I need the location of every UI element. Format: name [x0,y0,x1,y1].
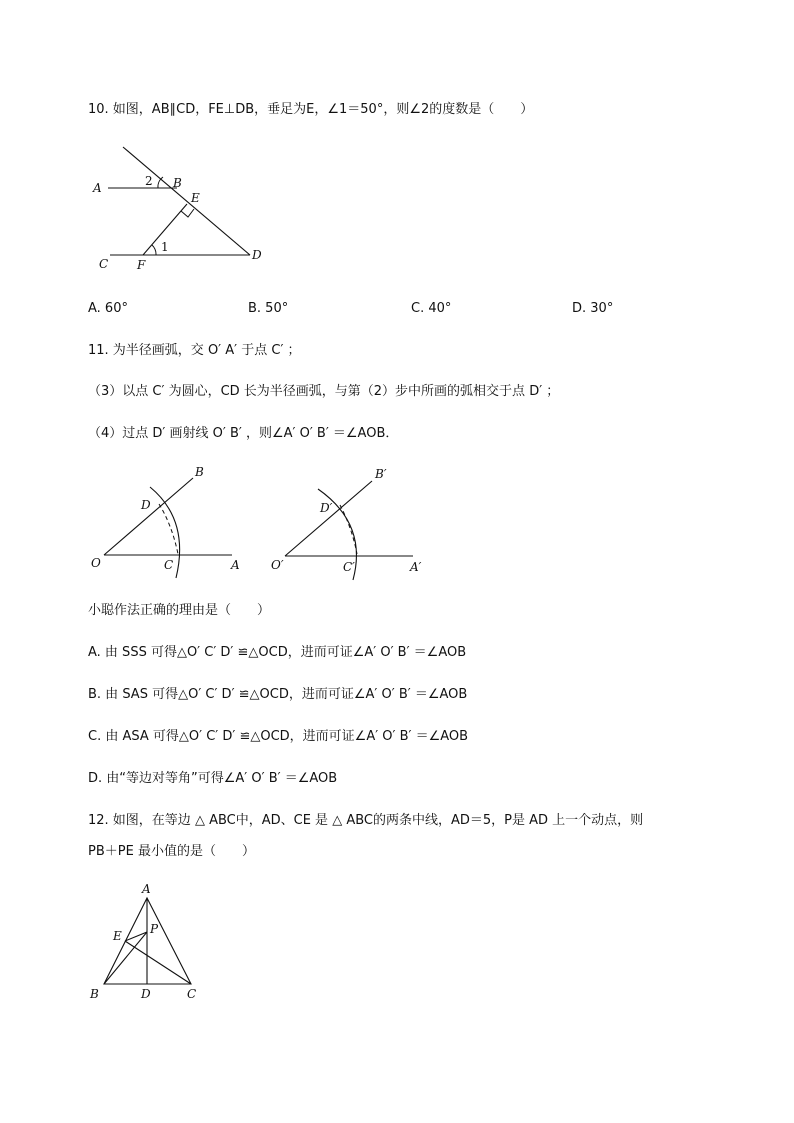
q11-figure-right [268,460,433,580]
label-A: A [93,181,102,195]
label-1: 1 [161,240,169,254]
q12-line2: PB＋PE 最小值的是（ ） [88,844,255,859]
q11-line2: （3）以点 C′ 为圆心，CD 长为半径画弧，与第（2）步中所画的弧相交于点 D′ ； [88,384,560,399]
label-B: B [195,465,204,479]
label-A: A [142,882,151,896]
label-D: D [252,248,262,262]
q11-figure-left [88,460,248,575]
q11-line3: （4）过点 D′ 画射线 O′ B′ ，则∠A′ O′ B′ ＝∠AOB． [88,426,399,441]
angle1-arc [152,245,156,255]
label-P: P [150,922,159,936]
q10-option-d[interactable]: D. 30° [572,301,614,316]
label-2: 2 [145,174,153,188]
label-C-prime: C′ [343,560,355,574]
label-A: A [231,558,240,572]
label-F: F [137,258,146,272]
ray-o-prime-b-prime [285,481,372,556]
q11-option-a[interactable]: A. 由 SSS 可得△O′ C′ D′ ≌△OCD，进而可证∠A′ O′ B′ ＝∠AOB [88,645,467,660]
q12-figure [85,878,205,1003]
label-C: C [187,987,197,1001]
line-bd-extended [123,147,250,255]
q11-line1: 11. 为半径画弧，交 O′ A′ 于点 C′ ； [88,343,301,358]
label-C: C [99,257,109,271]
right-angle-mark [181,209,194,217]
q11-option-c[interactable]: C. 由 ASA 可得△O′ C′ D′ ≌△OCD，进而可证∠A′ O′ B′ ＝∠AOB [88,729,469,744]
label-O-prime: O′ [271,558,284,572]
q11-option-b[interactable]: B. 由 SAS 可得△O′ C′ D′ ≌△OCD，进而可证∠A′ O′ B′ ＝∠AOB [88,687,468,702]
label-B: B [90,987,99,1001]
q10-option-c[interactable]: C. 40° [411,301,452,316]
label-B-prime: B′ [375,467,387,481]
label-A-prime: A′ [410,560,422,574]
q11-question: 小聪作法正确的理由是（ ） [88,603,271,618]
chord-cd [159,504,178,554]
label-D: D [141,498,151,512]
q10-option-b[interactable]: B. 50° [248,301,289,316]
label-D: D [141,987,151,1001]
label-E: E [191,191,200,205]
q10-figure [85,140,285,280]
label-C: C [164,558,174,572]
q10-stem: 10. 如图，AB∥CD，FE⊥DB，垂足为E，∠1＝50°，则∠2的度数是（ ） [88,102,534,117]
q12-line1: 12. 如图，在等边 △ ABC中，AD、CE 是 △ ABC的两条中线，AD＝5，P是 AD 上一个动点，则 [88,813,644,828]
q11-option-d[interactable]: D. 由“等边对等角”可得∠A′ O′ B′ ＝∠AOB [88,771,338,786]
label-D-prime: D′ [320,501,333,515]
angle2-arc [158,177,163,188]
label-O: O [91,556,101,570]
label-B: B [173,176,182,190]
q10-option-a[interactable]: A. 60° [88,301,128,316]
label-E: E [113,929,122,943]
